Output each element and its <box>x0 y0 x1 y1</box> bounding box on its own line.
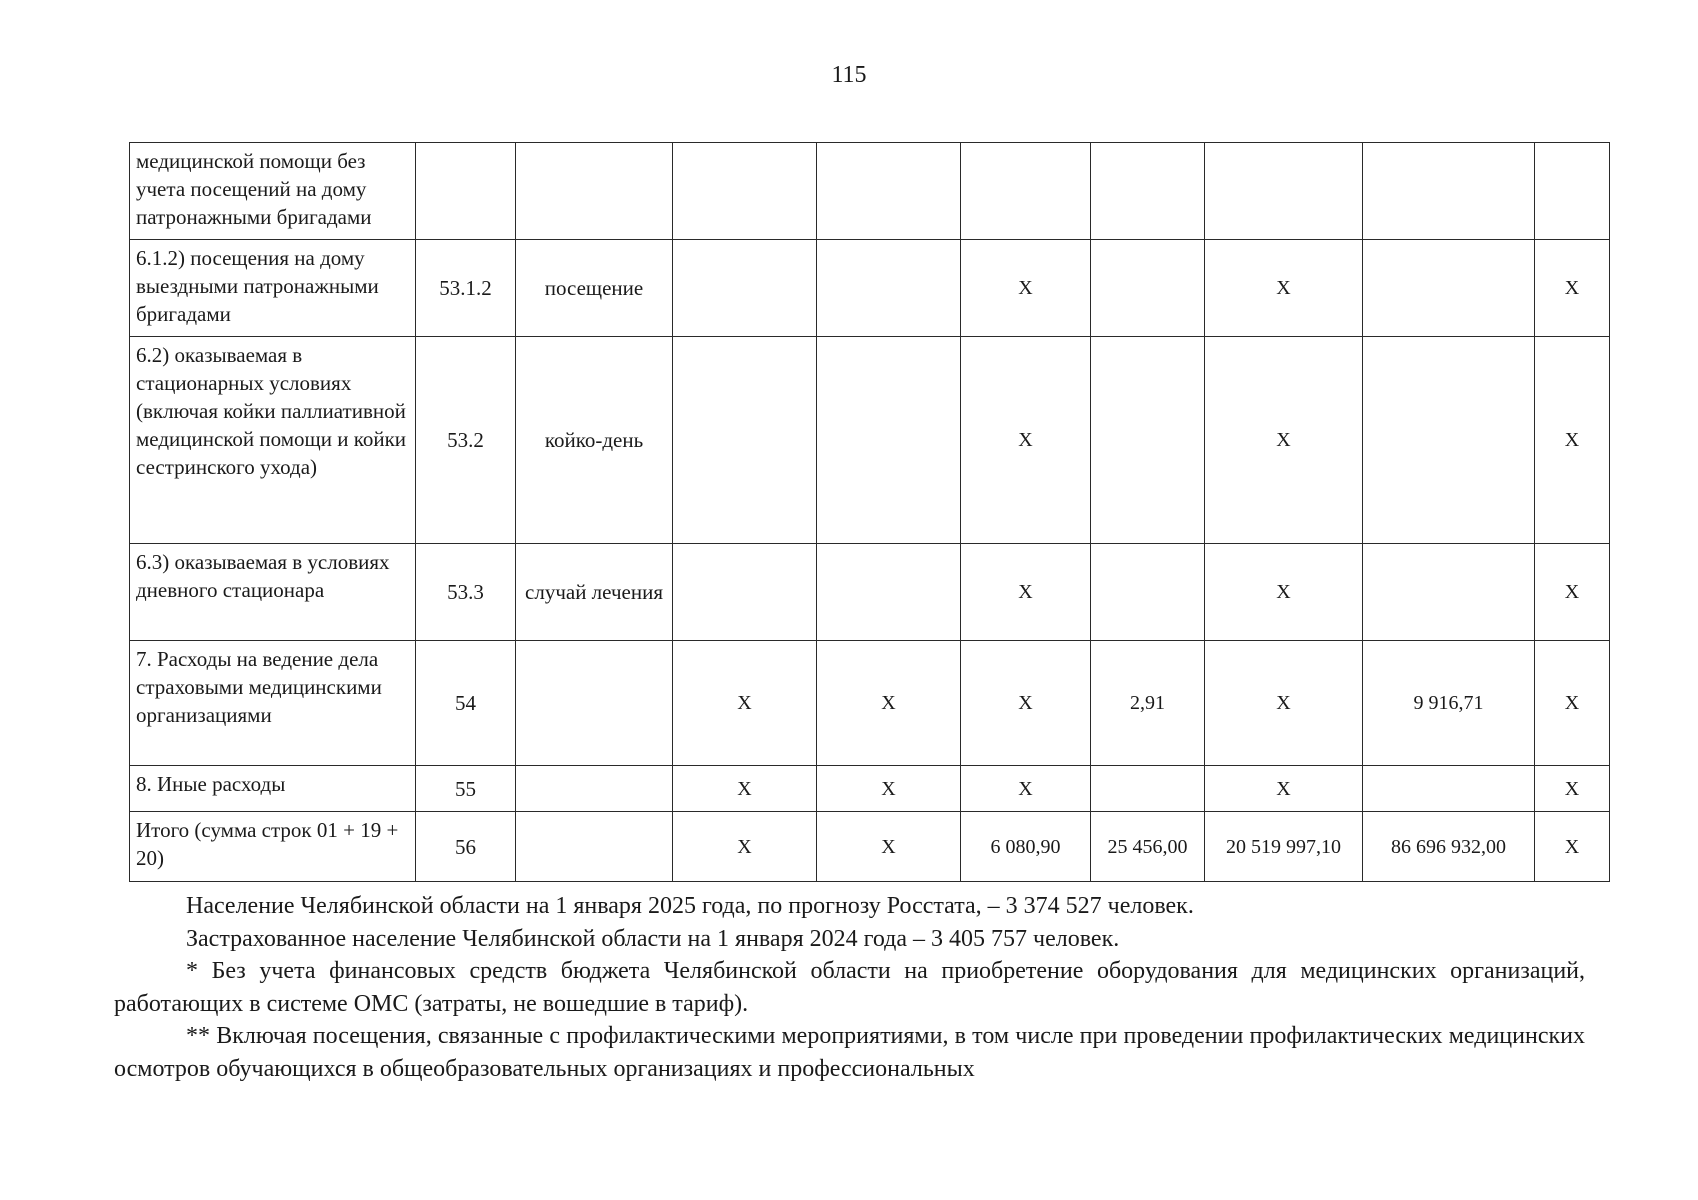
value-cell: 6 080,90 <box>961 812 1091 882</box>
value-cell <box>1363 240 1535 337</box>
value-cell: X <box>1205 641 1363 766</box>
table-row <box>130 641 1610 766</box>
value-cell: X <box>1535 766 1610 812</box>
value-cell <box>961 143 1091 240</box>
row-label: Итого (сумма строк 01 + 19 + 20) <box>130 812 416 882</box>
value-cell: X <box>1535 544 1610 641</box>
unit-cell <box>516 641 673 766</box>
row-code: 54 <box>416 641 516 766</box>
value-cell: X <box>1535 337 1610 544</box>
row-code: 56 <box>416 812 516 882</box>
value-cell <box>1205 143 1363 240</box>
row-code: 53.2 <box>416 337 516 544</box>
notes <box>114 890 1585 1085</box>
value-cell <box>1091 240 1205 337</box>
value-cell <box>1091 766 1205 812</box>
value-cell: X <box>961 641 1091 766</box>
table-row <box>130 766 1610 812</box>
value-cell <box>1363 544 1535 641</box>
unit-cell: койко-день <box>516 337 673 544</box>
footnote-1: * Без учета финансовых средств бюджета Челябинской области на приобретение оборудования для медицинских организаций, работающих в системе ОМС (затраты, не вошедшие в тариф). <box>114 958 1585 1017</box>
row-label: 6.3) оказываемая в условиях дневного стационара <box>130 544 416 641</box>
value-cell <box>817 240 961 337</box>
population-note: Население Челябинской области на 1 января 2025 года, по прогнозу Росстата, – 3 374 527 человек. <box>186 893 1194 919</box>
unit-cell: посещение <box>516 240 673 337</box>
value-cell <box>673 544 817 641</box>
table-row <box>130 240 1610 337</box>
value-cell <box>1363 143 1535 240</box>
value-cell <box>1535 143 1610 240</box>
row-code: 53.1.2 <box>416 240 516 337</box>
value-cell <box>1091 337 1205 544</box>
value-cell: X <box>1205 544 1363 641</box>
value-cell: 25 456,00 <box>1091 812 1205 882</box>
table-row <box>130 544 1610 641</box>
page-number: 115 <box>831 62 867 88</box>
unit-cell <box>516 812 673 882</box>
row-code <box>416 143 516 240</box>
value-cell: X <box>1535 240 1610 337</box>
value-cell: 9 916,71 <box>1363 641 1535 766</box>
value-cell: X <box>1205 766 1363 812</box>
value-cell: X <box>817 812 961 882</box>
value-cell: X <box>1535 641 1610 766</box>
footnote-2: ** Включая посещения, связанные с профилактическими мероприятиями, в том числе при проведении профилактических медицинских осмотров обучающихся в общеобразовательных организациях и профессиональных <box>114 1023 1585 1082</box>
value-cell: 2,91 <box>1091 641 1205 766</box>
value-cell: X <box>1205 240 1363 337</box>
unit-cell <box>516 143 673 240</box>
value-cell: 20 519 997,10 <box>1205 812 1363 882</box>
row-label: медицинской помощи без учета посещений на дому патронажными бригадами <box>130 143 416 240</box>
row-label: 6.1.2) посещения на дому выездными патронажными бригадами <box>130 240 416 337</box>
value-cell: X <box>1205 337 1363 544</box>
value-cell <box>673 240 817 337</box>
value-cell <box>1091 544 1205 641</box>
financial-table <box>129 142 1610 882</box>
table-row <box>130 337 1610 544</box>
value-cell: X <box>673 766 817 812</box>
insured-note: Застрахованное население Челябинской области на 1 января 2024 года – 3 405 757 человек. <box>186 925 1120 952</box>
value-cell <box>817 337 961 544</box>
value-cell: X <box>673 812 817 882</box>
value-cell: X <box>1535 812 1610 882</box>
row-label: 7. Расходы на ведение дела страховыми медицинскими организациями <box>130 641 416 766</box>
row-label: 8. Иные расходы <box>130 766 416 812</box>
value-cell: X <box>817 766 961 812</box>
value-cell: X <box>961 544 1091 641</box>
value-cell: X <box>817 641 961 766</box>
value-cell: X <box>961 240 1091 337</box>
row-code: 53.3 <box>416 544 516 641</box>
value-cell <box>1091 143 1205 240</box>
table-row <box>130 812 1610 882</box>
value-cell <box>817 544 961 641</box>
row-label: 6.2) оказываемая в стационарных условиях (включая койки паллиативной медицинской помощи и койки сестринского ухода) <box>130 337 416 544</box>
row-code: 55 <box>416 766 516 812</box>
value-cell <box>1363 766 1535 812</box>
value-cell: 86 696 932,00 <box>1363 812 1535 882</box>
unit-cell: случай лечения <box>516 544 673 641</box>
value-cell <box>673 143 817 240</box>
table-row <box>130 143 1610 240</box>
value-cell <box>673 337 817 544</box>
value-cell: X <box>961 766 1091 812</box>
unit-cell <box>516 766 673 812</box>
value-cell <box>817 143 961 240</box>
value-cell <box>1363 337 1535 544</box>
value-cell: X <box>961 337 1091 544</box>
value-cell: X <box>673 641 817 766</box>
